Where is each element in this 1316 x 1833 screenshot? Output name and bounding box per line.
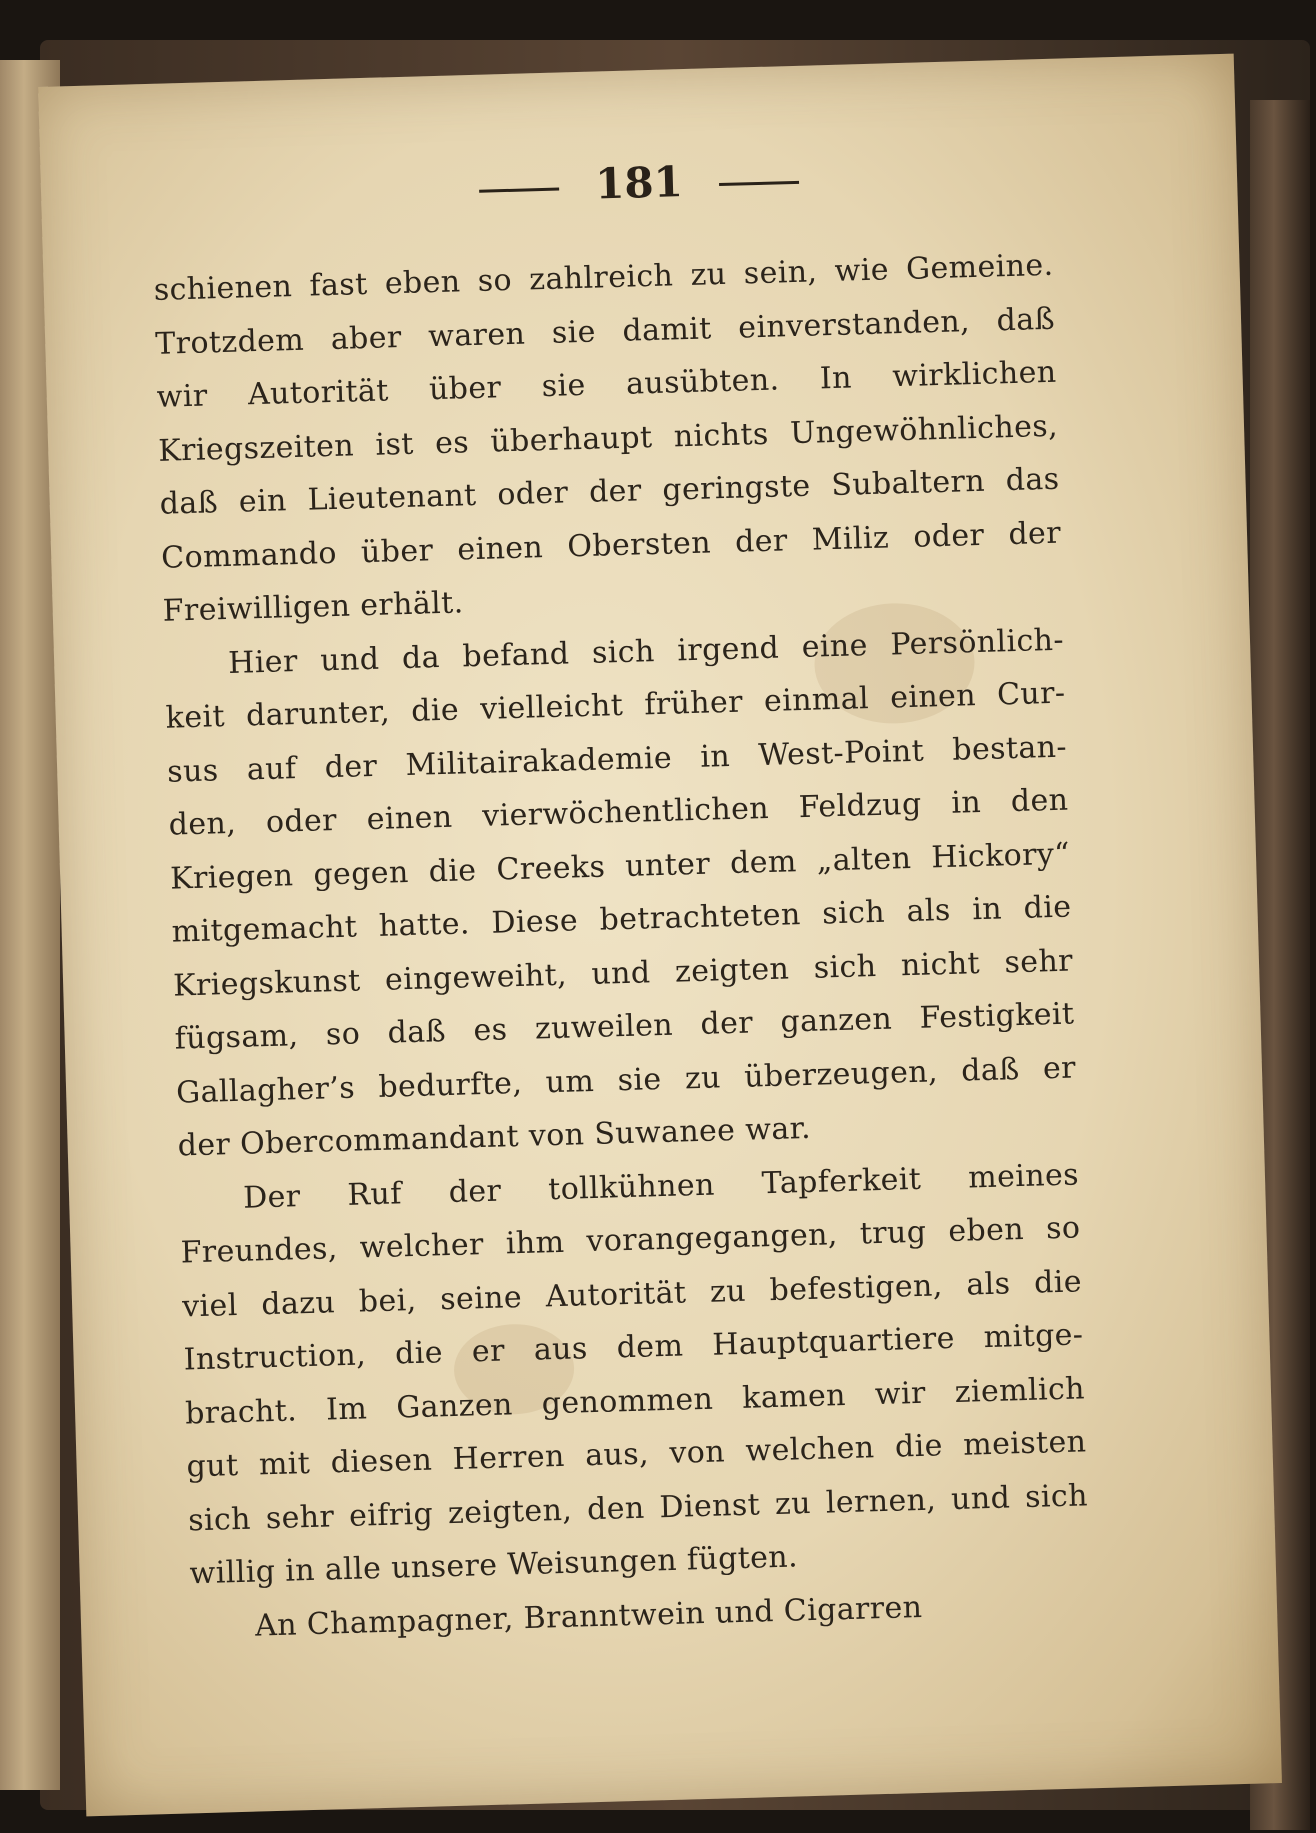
page-number: 181 [594,157,684,209]
text-line: An Champagner, Branntwein und Cigarren [254,1589,923,1644]
text-line: Hier und da befand sich irgend eine Persönlich- [227,622,1065,681]
text-line: Kriegskunst eingeweiht, und zeigten sich nicht sehr [172,942,1074,1004]
text-line: Kriegszeiten ist es überhaupt nichts Ungewöhnliches, [157,408,1059,469]
text-line: Freiwilligen erhält. [162,585,465,629]
text-line: daß ein Lieutenant oder der geringste Subaltern das [159,461,1060,522]
book-page [38,54,1282,1817]
text-line: bracht. Im Ganzen genommen kamen wir ziemlich [184,1370,1086,1431]
text-line: Gallagher’s bedurfte, um sie zu überzeugen, daß er [175,1049,1077,1111]
text-line: sich sehr eifrig zeigten, den Dienst zu lernen, und sich [187,1477,1089,1538]
text-line: sus auf der Militairakademie in West-Point bestan- [166,729,1068,790]
text-line: Freundes, welcher ihm vorangegangen, trug eben so [180,1210,1081,1271]
text-line: Instruction, die er aus dem Hauptquartiere mitge- [183,1317,1084,1378]
text-line: wir Autorität über sie ausübten. In wirklichen [156,354,1057,415]
text-line: fügsam, so daß es zuweilen der ganzen Festigkeit [174,996,1075,1057]
text-line: keit darunter, die vielleicht früher einmal einen Cur- [165,675,1066,736]
text-line: Commando über einen Obersten der Miliz oder der [160,515,1062,576]
header-rule-left [479,187,559,192]
text-line: Kriegen gegen die Creeks unter dem „alten Hickory“ [169,836,1071,897]
text-line: viel dazu bei, seine Autorität zu befestigen, als die [181,1263,1083,1324]
text-line: mitgemacht hatte. Diese betrachteten sich als in die [171,889,1072,950]
text-line: willig in alle unsere Weisungen fügten. [189,1539,799,1592]
text-line: den, oder einen vierwöchentlichen Feldzug in den [168,782,1069,843]
text-line: Der Ruf der tollkühnen Tapferkeit meines [242,1156,1080,1216]
body-text [153,239,1091,1655]
text-line: Trotzdem aber waren sie damit einverstanden, daß [154,301,1056,362]
text-line: gut mit diesen Herren aus, von welchen die meisten [186,1424,1087,1485]
text-line: der Obercommandant von Suwanee war. [177,1110,812,1164]
page-header [41,142,1238,224]
text-line: schienen fast eben so zahlreich zu sein, wie Gemeine. [153,247,1054,308]
header-rule-right [719,180,799,185]
